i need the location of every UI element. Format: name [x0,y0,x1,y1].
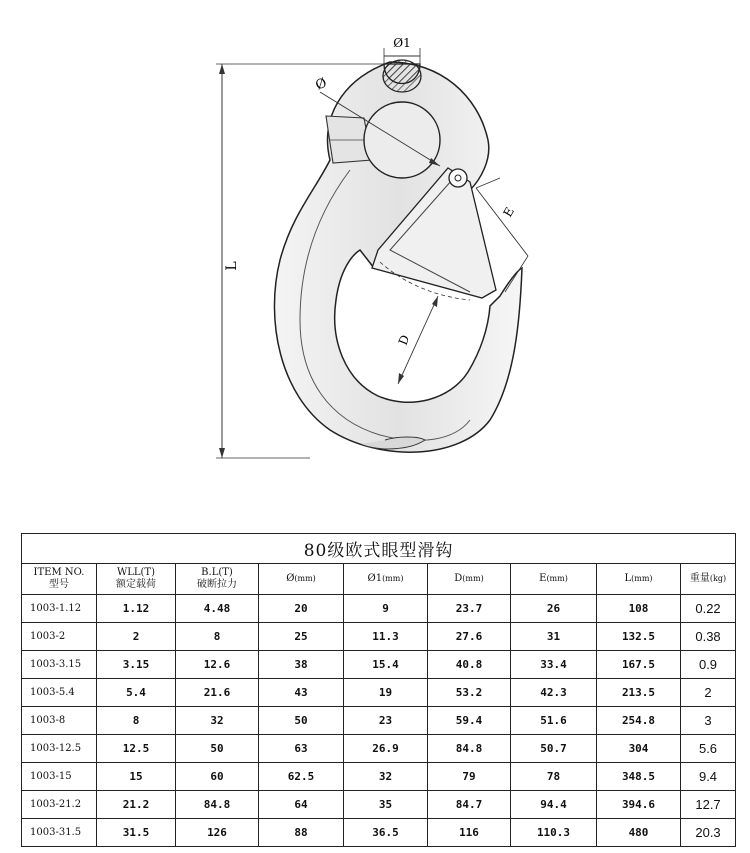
table-cell: 0.38 [681,623,736,651]
table-cell: 19 [344,679,428,707]
table-cell: 32 [344,763,428,791]
table-row [22,651,736,679]
spec-table-container [21,533,735,847]
table-cell: 20.3 [681,819,736,847]
table-cell: 23.7 [428,595,511,623]
table-cell: 12.6 [176,651,259,679]
column-header-unit: (mm) [462,574,484,583]
column-header [344,564,428,595]
item-number-cell: 1003-3.15 [22,651,97,679]
column-header [681,564,736,595]
table-cell: 50.7 [511,735,597,763]
table-cell: 35 [344,791,428,819]
table-cell: 12.5 [97,735,176,763]
item-number-cell: 1003-8 [22,707,97,735]
table-cell: 25 [259,623,344,651]
table-cell: 9 [344,595,428,623]
table-cell: 84.8 [176,791,259,819]
table-cell: 5.6 [681,735,736,763]
table-cell: 21.2 [97,791,176,819]
table-cell: 78 [511,763,597,791]
column-header-label: E [539,573,547,584]
table-cell: 53.2 [428,679,511,707]
table-row [22,595,736,623]
column-header [511,564,597,595]
table-cell: 3.15 [97,651,176,679]
table-row [22,707,736,735]
table-cell: 94.4 [511,791,597,819]
table-cell: 23 [344,707,428,735]
column-header-label: Ø1 [367,573,383,584]
column-header-label: WLL(T) [116,567,156,578]
table-cell: 26.9 [344,735,428,763]
column-header [428,564,511,595]
item-number-cell: 1003-2 [22,623,97,651]
table-cell: 394.6 [597,791,681,819]
table-cell: 84.8 [428,735,511,763]
item-number-cell: 1003-5.4 [22,679,97,707]
table-cell: 8 [97,707,176,735]
column-header-label: B.L(T) [201,567,233,578]
table-cell: 132.5 [597,623,681,651]
column-header-label: D [454,573,463,584]
table-cell: 11.3 [344,623,428,651]
table-cell: 27.6 [428,623,511,651]
dim-label-phi: Ø [313,75,330,94]
table-row [22,791,736,819]
table-cell: 5.4 [97,679,176,707]
table-cell: 26 [511,595,597,623]
column-header [259,564,344,595]
table-cell: 0.22 [681,595,736,623]
table-row [22,735,736,763]
table-cell: 108 [597,595,681,623]
table-cell: 79 [428,763,511,791]
table-cell: 348.5 [597,763,681,791]
table-cell: 43 [259,679,344,707]
column-header [597,564,681,595]
column-header-unit: (kg) [709,574,727,583]
table-row [22,763,736,791]
table-cell: 88 [259,819,344,847]
table-cell: 32 [176,707,259,735]
table-cell: 38 [259,651,344,679]
column-header-sublabel: 破断拉力 [197,579,237,590]
table-cell: 59.4 [428,707,511,735]
table-cell: 304 [597,735,681,763]
column-header-sublabel: 额定载荷 [116,579,156,590]
column-header-label: Ø [286,573,295,584]
column-header-unit: (mm) [631,574,653,583]
table-cell: 33.4 [511,651,597,679]
table-cell: 126 [176,819,259,847]
table-cell: 50 [176,735,259,763]
table-cell: 8 [176,623,259,651]
column-header-label: 重量 [689,573,710,584]
item-number-cell: 1003-31.5 [22,819,97,847]
table-cell: 167.5 [597,651,681,679]
column-header [22,564,97,595]
spec-table [21,533,736,847]
table-cell: 51.6 [511,707,597,735]
table-row [22,819,736,847]
table-cell: 2 [681,679,736,707]
table-title: 80级欧式眼型滑钩 [22,534,736,564]
table-row [22,679,736,707]
table-cell: 84.7 [428,791,511,819]
column-header-unit: (mm) [546,574,568,583]
item-number-cell: 1003-1.12 [22,595,97,623]
dim-label-E: E [500,204,517,220]
column-header-unit: (mm) [382,574,404,583]
column-header [97,564,176,595]
table-cell: 12.7 [681,791,736,819]
table-cell: 21.6 [176,679,259,707]
table-cell: 31.5 [97,819,176,847]
dim-label-L: L [224,261,240,271]
table-cell: 110.3 [511,819,597,847]
table-cell: 4.48 [176,595,259,623]
table-cell: 60 [176,763,259,791]
table-cell: 15 [97,763,176,791]
table-cell: 3 [681,707,736,735]
table-cell: 64 [259,791,344,819]
dim-label-D: D [395,332,413,348]
column-header-unit: (mm) [294,574,316,583]
table-cell: 2 [97,623,176,651]
table-cell: 1.12 [97,595,176,623]
table-cell: 213.5 [597,679,681,707]
item-number-cell: 1003-12.5 [22,735,97,763]
item-number-cell: 1003-21.2 [22,791,97,819]
table-cell: 20 [259,595,344,623]
column-header-sublabel: 型号 [49,579,69,590]
table-body [22,595,736,847]
table-header-row [22,564,736,595]
table-row [22,623,736,651]
table-cell: 40.8 [428,651,511,679]
table-cell: 254.8 [597,707,681,735]
table-cell: 36.5 [344,819,428,847]
table-cell: 0.9 [681,651,736,679]
table-cell: 15.4 [344,651,428,679]
table-cell: 62.5 [259,763,344,791]
table-cell: 50 [259,707,344,735]
table-cell: 480 [597,819,681,847]
column-header [176,564,259,595]
item-number-cell: 1003-15 [22,763,97,791]
dim-label-phi1: Ø1 [393,36,411,50]
table-cell: 31 [511,623,597,651]
column-header-label: L [624,573,632,584]
table-cell: 9.4 [681,763,736,791]
table-cell: 116 [428,819,511,847]
column-header-label: ITEM NO. [33,567,85,578]
table-cell: 42.3 [511,679,597,707]
table-cell: 63 [259,735,344,763]
